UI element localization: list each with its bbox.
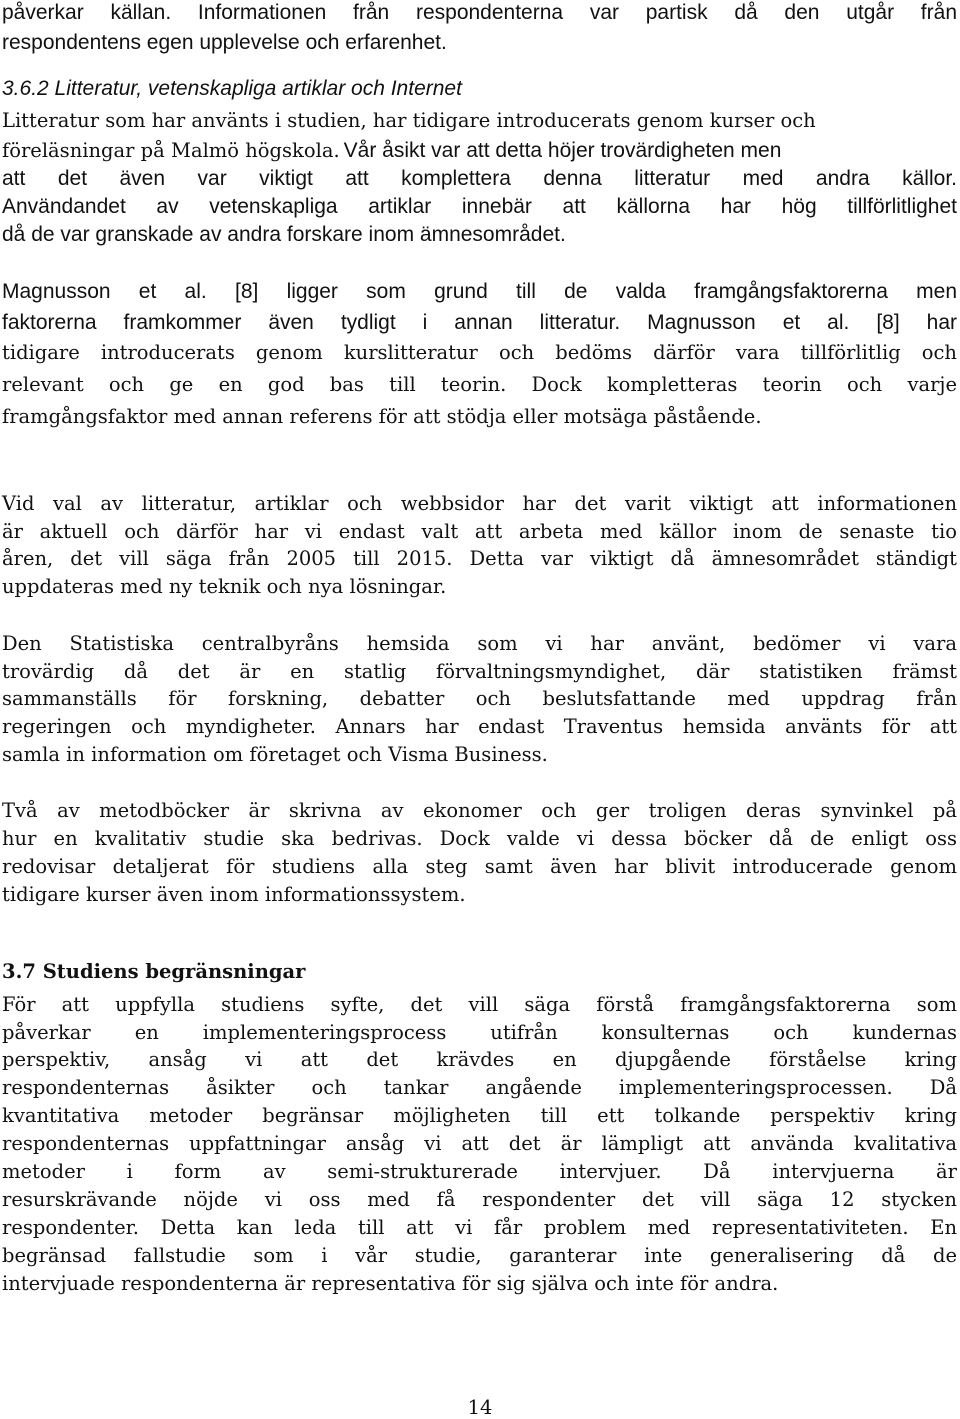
text-line: kvantitativa metoder begränsar möjligheten till ett tolkande perspektiv kring [2,1104,957,1127]
text-line: perspektiv, ansåg vi att det krävdes en djupgående förståelse kring [2,1048,957,1071]
text-line: relevant och ge en god bas till teorin. Dock kompletteras teorin och varje [2,373,957,396]
text-line: föreläsningar på Malmö högskola. Vår åsikt var att detta höjer trovärdigheten men [2,139,782,162]
text-line: respondenternas uppfattningar ansåg vi att det är lämpligt att använda kvalitativa [2,1132,957,1155]
text-line: tidigare introducerats genom kurslitteratur och bedöms därför vara tillförlitlig och [2,341,957,364]
page-number: 14 [467,1396,493,1419]
text-line: respondentens egen upplevelse och erfarenhet. [2,31,447,54]
text-line: metoder i form av semi-strukturerade intervjuer. Då intervjuerna är [2,1160,957,1183]
text-line: begränsad fallstudie som i vår studie, garanterar inte generalisering då de [2,1244,957,1267]
text-line: trovärdig då det är en statlig förvaltningsmyndighet, där statistiken främst [2,660,957,683]
text-line: samla in information om företaget och Visma Business. [2,743,548,766]
text-line: påverkar källan. Informationen från respondenterna var partisk då den utgår från [2,1,957,24]
text-line: Användandet av vetenskapliga artiklar innebär att källorna har hög tillförlitlighet [2,195,957,218]
text-line: Vid val av litteratur, artiklar och webbsidor har det varit viktigt att informationen [2,492,957,515]
text-line: Litteratur som har använts i studien, har tidigare introducerats genom kurser och [2,109,816,132]
text-line: framgångsfaktor med annan referens för att stödja eller motsäga påstående. [2,405,762,428]
text-line: sammanställs för forskning, debatter och beslutsfattande med uppdrag från [2,687,957,710]
text-line: resurskrävande nöjde vi oss med få respondenter det vill säga 12 stycken [2,1188,957,1211]
text-line: Två av metodböcker är skrivna av ekonomer och ger troligen deras synvinkel på [2,799,957,822]
text-line: påverkar en implementeringsprocess utifrån konsulternas och kundernas [2,1021,957,1044]
text-line: För att uppfylla studiens syfte, det vill säga förstå framgångsfaktorerna som [2,993,957,1016]
text-line: då de var granskade av andra forskare inom ämnesområdet. [2,223,566,246]
text-line: Den Statistiska centralbyråns hemsida som vi har använt, bedömer vi vara [2,632,957,655]
text-line: regeringen och myndigheter. Annars har endast Traventus hemsida använts för att [2,715,957,738]
subsection-heading: 3.6.2 Litteratur, vetenskapliga artiklar och Internet [2,77,462,100]
text-line: uppdateras med ny teknik och nya lösningar. [2,575,447,598]
text-line: är aktuell och därför har vi endast valt att arbeta med källor inom de senaste tio [2,520,957,543]
text-line: att det även var viktigt att komplettera denna litteratur med andra källor. [2,167,957,190]
text-line: åren, det vill säga från 2005 till 2015. Detta var viktigt då ämnesområdet ständigt [2,547,957,570]
text-line: intervjuade respondenterna är representativa för sig själva och inte för andra. [2,1272,779,1295]
text-line: Magnusson et al. [8] ligger som grund till de valda framgångsfaktorerna men [2,280,957,303]
text-line: redovisar detaljerat för studiens alla steg samt även har blivit introducerade genom [2,855,957,878]
text-line: hur en kvalitativ studie ska bedrivas. Dock valde vi dessa böcker då de enligt oss [2,827,957,850]
text-line: respondenter. Detta kan leda till att vi får problem med representativiteten. En [2,1216,957,1239]
section-heading: 3.7 Studiens begränsningar [2,960,306,983]
text-line: faktorerna framkommer även tydligt i annan litteratur. Magnusson et al. [8] har [2,311,957,334]
text-line: tidigare kurser även inom informationssystem. [2,883,466,906]
text-line: respondenternas åsikter och tankar angående implementeringsprocessen. Då [2,1076,957,1099]
